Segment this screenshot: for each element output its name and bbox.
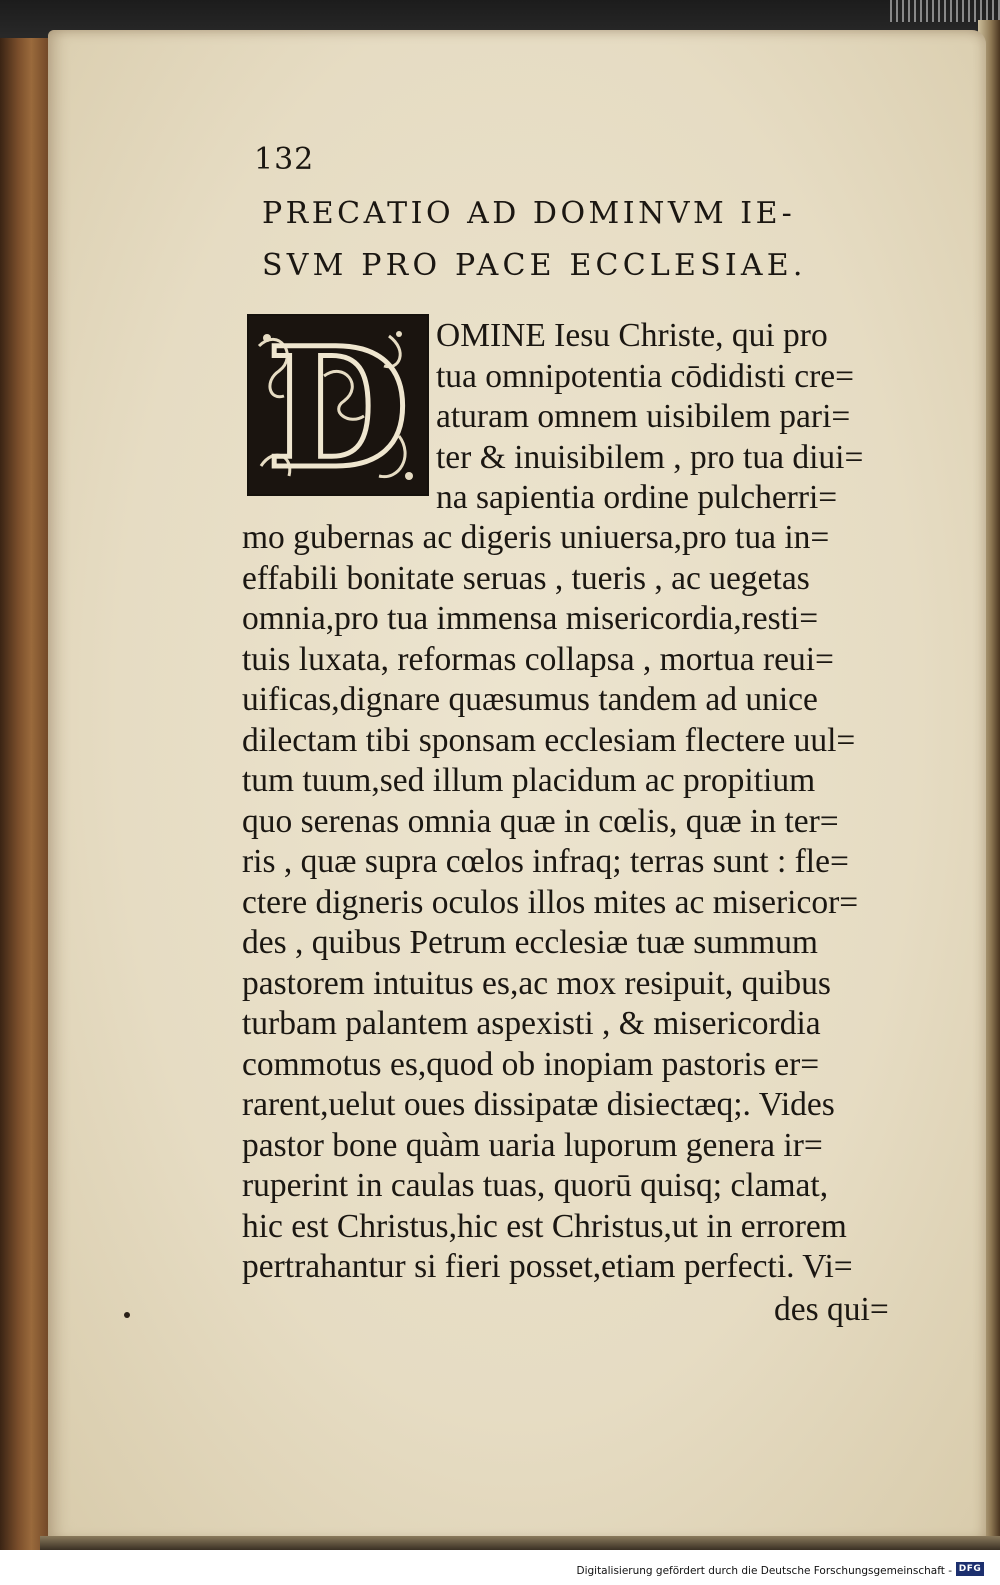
page-number: 132	[254, 142, 315, 177]
body-text-line: tuis luxata, reformas collapsa , mortua reui=	[242, 640, 834, 678]
body-text-line: rarent,uelut oues dissipatæ disiectæq;. Vides	[242, 1086, 835, 1123]
body-text-line: pertrahantur si fieri posset,etiam perfecti. Vi=	[242, 1248, 853, 1285]
body-text-line: hic est Christus,hic est Christus,ut in errorem	[242, 1207, 847, 1245]
title-line-2: SVM PRO PACE ECCLESIAE.	[262, 248, 807, 283]
title-line-1: PRECATIO AD DOMINVM IE-	[262, 196, 796, 231]
body-text-line: uificas,dignare quæsumus tandem ad unice	[242, 681, 818, 718]
body-text-line: effabili bonitate seruas , tueris , ac uegetas	[242, 559, 810, 597]
body-text-line: ruperint in caulas tuas, quorū quisq; clamat,	[242, 1167, 829, 1204]
decorated-initial-art	[249, 316, 427, 494]
body-text-line: commotus es,quod ob inopiam pastoris er=	[242, 1045, 820, 1083]
body-text-line: ctere digneris oculos illos mites ac misericor=	[242, 883, 859, 921]
body-text-line: mo gubernas ac digeris uniuersa,pro tua in=	[242, 519, 830, 556]
body-text-line: omnia,pro tua immensa misericordia,resti=	[242, 600, 819, 637]
page-bottom-edge	[40, 1536, 1000, 1550]
body-text-line: dilectam tibi sponsam ecclesiam flectere uul=	[242, 721, 856, 759]
initial-letter: D	[266, 316, 410, 494]
body-text-line: quo serenas omnia quæ in cœlis, quæ in ter=	[242, 802, 839, 840]
initial-text-line: ter & inuisibilem , pro tua diui=	[436, 438, 864, 476]
initial-text-line: aturam omnem uisibilem pari=	[436, 398, 851, 435]
body-text-line: des , quibus Petrum ecclesiæ tuæ summum	[242, 924, 818, 961]
body-text-line: pastor bone quàm uaria luporum genera ir=	[242, 1126, 823, 1164]
scan-ruler	[890, 0, 1000, 22]
footer-credit: Digitalisierung gefördert durch die Deutsche Forschungsgemeinschaft -	[576, 1565, 952, 1577]
paper-speck	[124, 1312, 130, 1318]
body-text-line: turbam palantem aspexisti , & misericordia	[242, 1005, 821, 1042]
dfg-logo: DFG	[956, 1562, 984, 1576]
body-text-line: pastorem intuitus es,ac mox resipuit, quibus	[242, 964, 831, 1002]
initial-text-line: na sapientia ordine pulcherri=	[436, 479, 838, 516]
book-spine-edge	[0, 38, 52, 1550]
decorated-initial	[247, 314, 429, 496]
catchword: des qui=	[774, 1291, 889, 1328]
initial-text-line: tua omnipotentia cōdidisti cre=	[436, 357, 854, 395]
body-text-line: tum tuum,sed illum placidum ac propitium	[242, 762, 816, 799]
body-text-line: ris , quæ supra cœlos infraq; terras sunt : fle=	[242, 843, 849, 880]
initial-text-line: OMINE Iesu Christe, qui pro	[436, 317, 828, 354]
